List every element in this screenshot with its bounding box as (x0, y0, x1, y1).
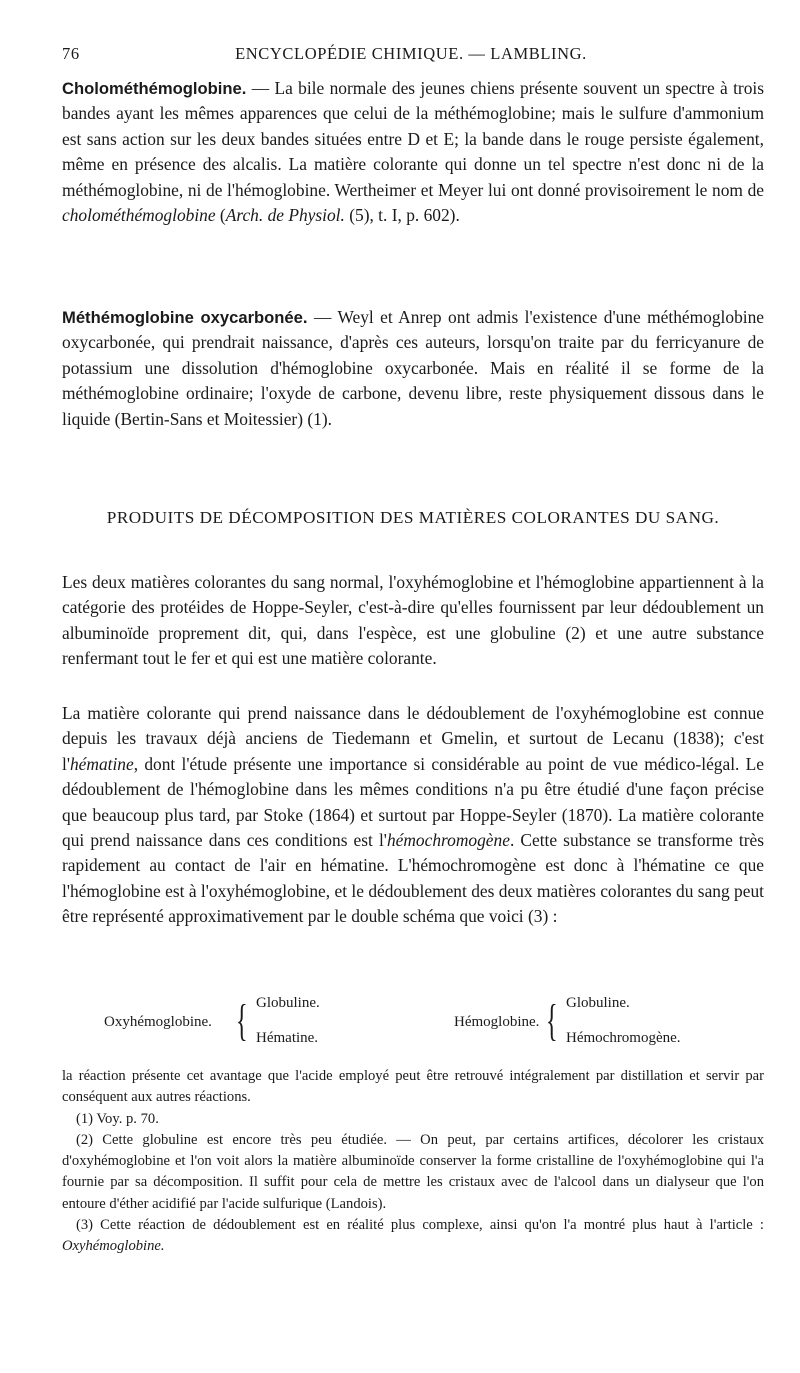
footnote-3 (62, 1215, 764, 1258)
section-heading: PRODUITS DE DÉCOMPOSITION DES MATIÈRES COLORANTES DU SANG. (106, 508, 720, 527)
paragraph-cholomethemoglobine (62, 76, 764, 228)
paragraph-text: , dont l'étude présente une importance si considérable au point de vue médico-légal. Le dédoublement de l'hémoglobine dans les mêmes conditions n'a pu être étudié d'une façon précise que beaucoup plus tard, par Stoke (1864) et surtout par Hoppe-Seyler (1870). La matière colorante qui prend naissance dans ces conditions est l' (62, 753, 764, 851)
paragraph-text: — La bile normale des jeunes chiens présente souvent un spectre à trois bandes ayant les mêmes apparences que celui de la méthémoglobine; mais le sulfure d'ammonium est sans action sur les deux bandes situées entre D et E; la bande dans le rouge persiste également, même en présence des alcalis. La matière colorante qui donne un tel spectre n'est donc ni de la méthémoglobine, ni de l'hémoglobine. Wertheimer et Meyer lui ont donné provisoirement le nom de (62, 78, 764, 200)
term-italic: hémochromogène (386, 830, 510, 851)
paragraph-intro (62, 570, 764, 672)
footnote-continuation: la réaction présente cet avantage que l'acide employé peut être retrouvé intégralement par distillation et servir par conséquent aux autres réactions. (62, 1068, 764, 1106)
right-brace: { (546, 996, 558, 1045)
scheme-right-top: Globuline. (566, 995, 630, 1011)
term-italic: hématine (69, 753, 134, 774)
footnotes (62, 1066, 764, 1258)
paragraph-text: (5), t. I, p. 602). (344, 205, 460, 226)
paragraph-lead: Méthémoglobine oxycarbonée. (62, 308, 308, 327)
footnote-2: (2) Cette globuline est encore très peu étudiée. — On peut, par certains artifices, décolorer les cristaux d'oxyhémoglobine et l'on voit alors la matière albuminoïde conserver la forme cristalline de l'oxyhémoglobine qui l'a fournie par sa décomposition. Il suffit pour cela de mettre les cristaux avec de l'alcool dans un dialyseur que l'on entoure d'éther acidifié par l'acide sulfurique (Landois). (62, 1131, 764, 1212)
decomposition-scheme (0, 995, 800, 1055)
paragraph-lead: Cholométhémoglobine. (62, 79, 247, 98)
paragraph-methemoglobine-oxycarbonee (62, 305, 764, 432)
footnote-1: (1) Voy. p. 70. (76, 1110, 159, 1127)
scheme-left-bottom: Hématine. (256, 1030, 319, 1046)
paragraph-hematine (62, 701, 764, 930)
journal-italic: Arch. de Physiol. (225, 205, 345, 226)
footnote-text: (3) Cette réaction de dédoublement est en réalité plus complexe, ainsi qu'on l'a montré plus haut à l'article : (76, 1217, 764, 1234)
paragraph-text: . Cette substance se transforme très rapidement au contact de l'air en hématine. L'hémochromogène est donc à l'hématine ce que l'hémoglobine est à l'oxyhémoglobine, et le dédoublement des deux matières colorantes du sang peut être représenté approximativement par le double schéma que voici (3) : (62, 830, 764, 927)
paragraph-text: — Weyl et Anrep ont admis l'existence d'une méthémoglobine oxycarbonée, qui prendrait naissance, d'après ces auteurs, lorsqu'on traite par du ferricyanure de potassium une dissolution d'hémoglobine oxycarbonée. Mais en réalité il se forme de la méthémoglobine ordinaire; l'oxyde de carbone, devenu libre, reste physiquement dissous dans le liquide (Bertin-Sans et Moitessier) (1). (62, 307, 765, 429)
scheme-left-label: Oxyhémoglobine. (104, 1014, 212, 1030)
left-brace: { (236, 996, 248, 1045)
scheme-right-label: Hémoglobine. (454, 1014, 540, 1030)
paragraph-text: Les deux matières colorantes du sang normal, l'oxyhémoglobine et l'hémoglobine appartiennent à la catégorie des protéides de Hoppe-Seyler, c'est-à-dire qu'elles fournissent par leur dédoublement un albuminoïde proprement dit, qui, dans l'espèce, est une globuline (2) et une autre substance renfermant tout le fer et qui est une matière colorante. (62, 572, 764, 669)
scheme-left-top: Globuline. (256, 995, 320, 1011)
running-title: ENCYCLOPÉDIE CHIMIQUE. — LAMBLING. (235, 44, 587, 63)
term-italic: cholométhémoglobine (62, 205, 216, 226)
paragraph-text: La matière colorante qui prend naissance dans le dédoublement de l'oxyhémoglobine est connue depuis les travaux déjà anciens de Tiedemann et Gmelin, et surtout de Lecanu (1838); c'est l' (62, 703, 764, 774)
running-header (62, 44, 760, 68)
paragraph-text: ( (215, 205, 226, 226)
page-number: 76 (62, 44, 80, 63)
scheme-right-bottom: Hémochromogène. (566, 1030, 681, 1046)
footnote-reference: Oxyhémoglobine. (62, 1238, 165, 1255)
